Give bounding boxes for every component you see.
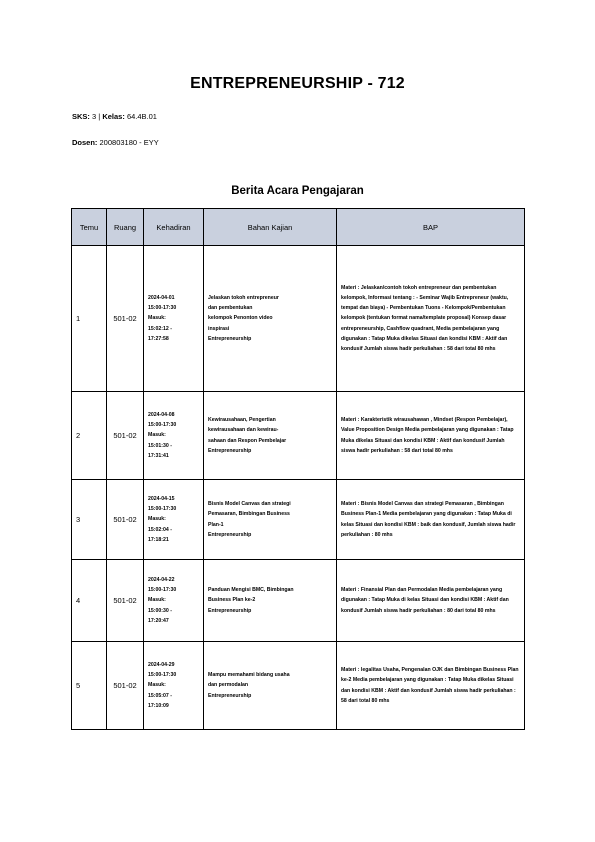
bahan-line: kelompok Penonton video: [208, 315, 273, 322]
cell-bap: Materi : legalitas Usaha, Pengenalan OJK dan Bimbingan Business Plan ke-2 Media pembelajaran yang digunakan : Tatap Muka dikelas Situasi dan kondisi KBM : Aktif dan kondusif Jumlah siswa hadir perkuliahan : 58 dari total 80 mhs: [337, 642, 525, 730]
cell-temu: 1: [72, 246, 107, 392]
kehadiran-line: 15:00:30 -: [148, 607, 172, 614]
bahan-line: Entrepreneurship: [208, 692, 252, 699]
cell-kehadiran: [144, 560, 204, 642]
kehadiran-line: 15:00-17:30: [148, 672, 177, 679]
section-title: Berita Acara Pengajaran: [231, 185, 364, 197]
kehadiran-line: Masuk:: [148, 315, 166, 322]
kehadiran-line: 15:01:30 -: [148, 442, 172, 449]
cell-ruang: 501-02: [107, 480, 144, 560]
cell-ruang: 501-02: [107, 560, 144, 642]
kehadiran-line: 15:02:04 -: [148, 526, 172, 533]
cell-temu: 3: [72, 480, 107, 560]
kehadiran-line: 17:27:58: [148, 335, 169, 342]
cell-kehadiran: [144, 246, 204, 392]
header-temu: Temu: [72, 209, 107, 246]
kehadiran-line: 15:00-17:30: [148, 305, 177, 312]
table-row: [72, 480, 525, 560]
cell-bahan-kajian: [204, 560, 337, 642]
kelas-label: Kelas:: [102, 112, 125, 121]
header-bahan-kajian: Bahan Kajian: [204, 209, 337, 246]
meta-separator: |: [98, 112, 101, 121]
bahan-line: Mampu memahami bidang usaha: [208, 672, 290, 679]
bahan-line: Business Plan ke-2: [208, 597, 256, 604]
cell-bap: Materi : Finansial Plan dan Permodalan Media pembelajaran yang digunakan : Tatap Muka di kelas Situasi dan kondisi KBM : Aktif dan kondusif Jumlah siswa hadir perkuliahan : 80 dari total 80 mhs: [337, 560, 525, 642]
bahan-line: Kewirausahaan, Pengertian: [208, 417, 276, 424]
bahan-line: Entrepreneurship: [208, 335, 252, 342]
bahan-line: Panduan Mengisi BMC, Bimbingan: [208, 587, 294, 594]
bahan-line: Bisnis Model Canvas dan strategi: [208, 501, 291, 508]
kelas-value: 64.4B.01: [126, 112, 157, 121]
cell-ruang: 501-02: [107, 246, 144, 392]
cell-bap: Materi : Jelaskan/contoh tokoh entrepreneur dan pembentukan kelompok, Informasi tentang : - Seminar Wajib Entrepreneur (waktu, tempat dan biaya) - Pembentukan Tuons - Kelompok/Pembentukan kelompok (tentukan format nama/template proposal) Konsep dasar entrepreneurship, Cashflow quadrant, Media pembelajaran yang digunakan : Tatap Muka dikelas Situasi dan kondisi KBM : Aktif dan kondusif Jumlah siswa hadir perkuliahan : 58 dari total 80 mhs: [337, 246, 525, 392]
kehadiran-line: 17:31:41: [148, 452, 169, 459]
cell-bap: Materi : Karakteristik wirausahawan , Mindset (Respon Pembelajar), Value Proposition Design Media pembelajaran yang digunakan : Tatap Muka dikelas Situasi dan kondisi KBM : Aktif dan kondusif Jumlah siswa hadir perkuliahan : 58 dari total 80 mhs: [337, 392, 525, 480]
cell-ruang: 501-02: [107, 392, 144, 480]
kehadiran-line: Masuk:: [148, 432, 166, 439]
kehadiran-line: 17:20:47: [148, 617, 169, 624]
header-kehadiran: Kehadiran: [144, 209, 204, 246]
kehadiran-line: Masuk:: [148, 682, 166, 689]
cell-kehadiran: [144, 480, 204, 560]
cell-temu: 4: [72, 560, 107, 642]
teaching-report-table: [71, 208, 525, 730]
bahan-line: kewirausahaan dan kewirau-: [208, 427, 279, 434]
lecturer-info-line: [72, 138, 159, 147]
cell-bahan-kajian: [204, 642, 337, 730]
cell-bap: Materi : Bisnis Model Canvas dan strategi Pemasaran , Bimbingan Business Plan-1 Media pembelajaran yang digunakan : Tatap Muka di kelas Situasi dan kondisi KBM : baik dan kondusif, Jumlah siswa hadir perkuliahan : 80 mhs: [337, 480, 525, 560]
bahan-line: Jelaskan tokoh entrepreneur: [208, 294, 279, 301]
cell-bahan-kajian: [204, 480, 337, 560]
kehadiran-line: 15:05:07 -: [148, 692, 172, 699]
kehadiran-line: 2024-04-01: [148, 294, 175, 301]
kehadiran-line: 17:10:09: [148, 702, 169, 709]
cell-ruang: 501-02: [107, 642, 144, 730]
table-row: [72, 560, 525, 642]
bahan-line: Entrepreneurship: [208, 607, 252, 614]
cell-temu: 2: [72, 392, 107, 480]
course-info-line: [72, 112, 157, 121]
table-row: [72, 642, 525, 730]
bahan-line: Entrepreneurship: [208, 447, 252, 454]
kehadiran-line: 17:18:21: [148, 536, 169, 543]
cell-bahan-kajian: [204, 246, 337, 392]
cell-bahan-kajian: [204, 392, 337, 480]
dosen-value: 200803180 - EYY: [99, 138, 159, 147]
header-bap: BAP: [337, 209, 525, 246]
kehadiran-line: Masuk:: [148, 597, 166, 604]
bahan-line: dan permodalan: [208, 682, 249, 689]
kehadiran-line: 2024-04-22: [148, 576, 175, 583]
kehadiran-line: 15:00-17:30: [148, 587, 177, 594]
bahan-line: Plan-1: [208, 521, 224, 528]
dosen-label: Dosen:: [72, 138, 98, 147]
table-row: [72, 246, 525, 392]
bahan-line: inspirasi: [208, 325, 230, 332]
table-header-row: [72, 209, 525, 246]
document-title: ENTREPRENEURSHIP - 712: [190, 75, 405, 92]
kehadiran-line: 15:02:12 -: [148, 325, 172, 332]
bahan-line: sahaan dan Respon Pembelajar: [208, 437, 287, 444]
kehadiran-line: 2024-04-08: [148, 411, 175, 418]
cell-kehadiran: [144, 392, 204, 480]
header-ruang: Ruang: [107, 209, 144, 246]
kehadiran-line: 2024-04-15: [148, 495, 175, 502]
kehadiran-line: 15:00-17:30: [148, 506, 177, 513]
bahan-line: dan pembentukan: [208, 305, 253, 312]
cell-temu: 5: [72, 642, 107, 730]
kehadiran-line: 15:00-17:30: [148, 422, 177, 429]
kehadiran-line: 2024-04-29: [148, 661, 175, 668]
bahan-line: Entrepreneurship: [208, 531, 252, 538]
table-row: [72, 392, 525, 480]
sks-label: SKS:: [72, 112, 90, 121]
kehadiran-line: Masuk:: [148, 516, 166, 523]
cell-kehadiran: [144, 642, 204, 730]
sks-value: 3: [92, 112, 97, 121]
bahan-line: Pemasaran, Bimbingan Business: [208, 511, 290, 518]
